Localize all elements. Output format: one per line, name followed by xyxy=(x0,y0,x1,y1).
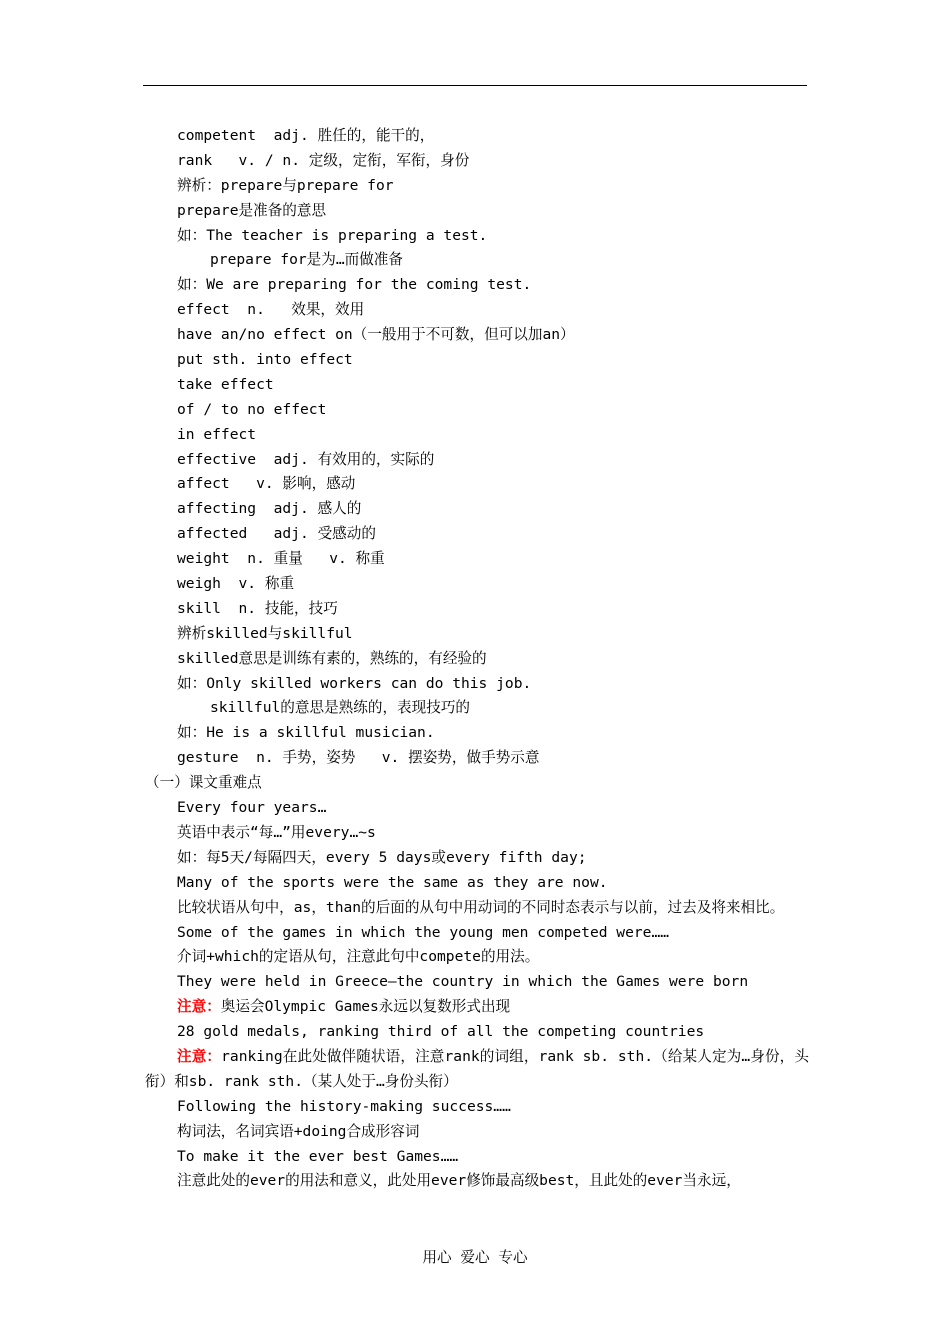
note-label: 注意： xyxy=(177,1047,222,1065)
text-line: prepare是准备的意思 xyxy=(177,201,327,219)
note-text: ranking在此处做伴随状语，注意rank的词组，rank sb. sth.（给某人定为…身份，头衔）和sb. rank sth.（某人处于…身份头衔） xyxy=(145,1047,809,1090)
note-text: 奥运会Olympic Games永远以复数形式出现 xyxy=(220,998,511,1016)
text-line: competent adj. 胜任的，能干的， xyxy=(177,127,435,144)
text-line: To make it the ever best Games…… xyxy=(177,1147,459,1165)
text-line: 如：He is a skillful musician. xyxy=(177,724,435,742)
text-line: 28 gold medals, ranking third of all the competing countries xyxy=(177,1023,705,1041)
text-line: 如：每5天/每隔四天，every 5 days或every fifth day; xyxy=(177,848,587,866)
note-label: 注意： xyxy=(177,998,221,1016)
page-footer: 用心 爱心 专心 xyxy=(422,1249,528,1266)
text-line: rank v. / n. 定级，定衔，军衔，身份 xyxy=(177,151,470,169)
text-line: 注意此处的ever的用法和意义，此处用ever修饰最高级best，且此处的ever当永远， xyxy=(177,1172,741,1190)
text-line: effect n. 效果，效用 xyxy=(177,301,365,319)
text-line: 辨析skilled与skillful xyxy=(177,624,353,642)
text-line: 构词法，名词宾语+doing合成形容词 xyxy=(177,1122,420,1140)
text-line: 如：Only skilled workers can do this job. xyxy=(177,674,532,692)
text-line: put sth. into effect xyxy=(177,351,353,369)
text-line: skill n. 技能，技巧 xyxy=(177,599,338,617)
text-line: They were held in Greece—the country in which the Games were born xyxy=(177,973,749,991)
text-line: effective adj. 有效用的，实际的 xyxy=(177,450,435,468)
header-rule xyxy=(143,85,807,86)
section-heading: （一）课文重难点 xyxy=(145,774,262,792)
text-line: weight n. 重量 v. 称重 xyxy=(177,550,385,568)
text-line: 辨析：prepare与prepare for xyxy=(177,176,394,194)
text-line: Some of the games in which the young men competed were…… xyxy=(177,923,670,941)
text-line: skilled意思是训练有素的，熟练的，有经验的 xyxy=(177,649,487,667)
text-line: skillful的意思是熟练的，表现技巧的 xyxy=(210,699,471,717)
note-paragraph xyxy=(145,1045,809,1095)
text-line: affecting adj. 感人的 xyxy=(177,500,362,518)
text-line: prepare for是为…而做准备 xyxy=(210,251,403,269)
text-line: 如：We are preparing for the coming test. xyxy=(177,276,532,294)
text-line: affect v. 影响，感动 xyxy=(177,475,356,493)
text-line: 英语中表示“每…”用every…~s xyxy=(177,823,376,841)
text-line: Every four years… xyxy=(177,799,327,817)
text-paragraph: 比较状语从句中，as，than的后面的从句中用动词的不同时态表示与以前，过去及将来相比。 xyxy=(177,898,785,916)
text-line: affected adj. 受感动的 xyxy=(177,525,376,543)
text-line: of / to no effect xyxy=(177,400,327,418)
text-line: take effect xyxy=(177,375,274,393)
note-line xyxy=(145,995,809,1020)
text-line: Many of the sports were the same as they are now. xyxy=(177,873,608,891)
text-line: 如：The teacher is preparing a test. xyxy=(177,226,488,244)
text-line: 介词+which的定语从句，注意此句中compete的用法。 xyxy=(177,948,540,966)
text-line: in effect xyxy=(177,425,257,443)
page-body xyxy=(145,124,809,1194)
text-line: have an/no effect on（一般用于不可数，但可以加an） xyxy=(177,326,575,344)
text-line: Following the history-making success…… xyxy=(177,1097,511,1115)
text-line: weigh v. 称重 xyxy=(177,575,295,593)
text-line: gesture n. 手势，姿势 v. 摆姿势，做手势示意 xyxy=(177,749,540,767)
